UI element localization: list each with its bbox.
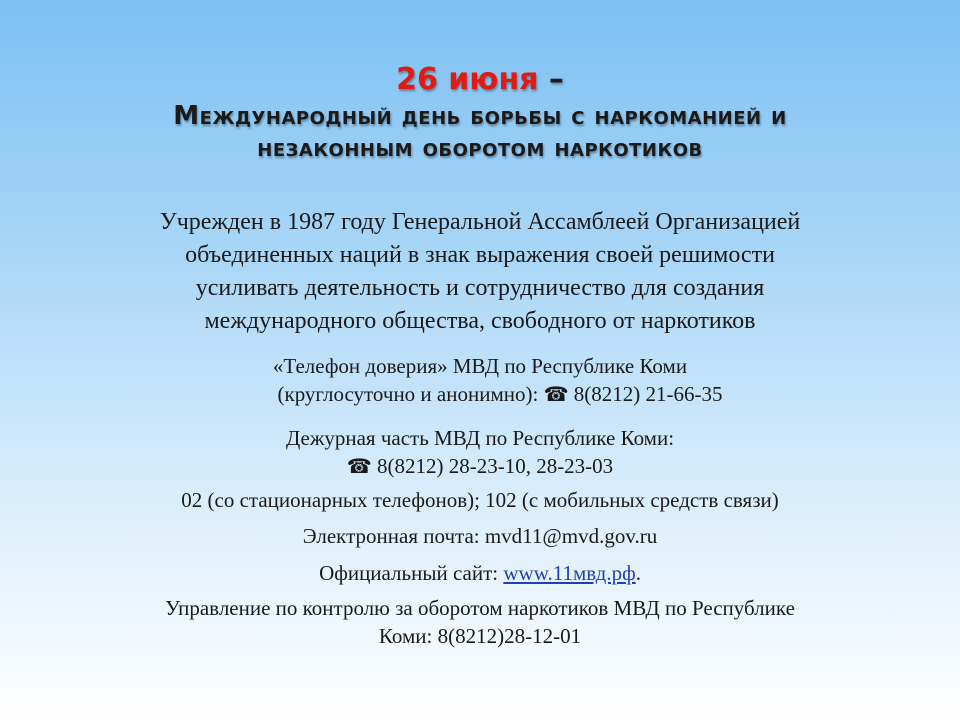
site-end: . <box>635 561 641 585</box>
intro-line-3: усиливать деятельность и сотрудничество для создания <box>195 275 765 301</box>
telephone-icon: ☎ <box>346 454 372 478</box>
site-link[interactable]: www.11мвд.рф <box>503 561 636 585</box>
title-date-line <box>0 60 960 100</box>
drug-dept-block <box>60 594 900 650</box>
intro-line-2: объединенных наций в знак выражения своей решимости <box>185 242 775 268</box>
hotline-block <box>60 352 900 408</box>
intro-line-4: международного общества, свободного от наркотиков <box>204 308 756 334</box>
site-label: Официальный сайт: <box>319 561 499 585</box>
drug-dept-line-1: Управление по контролю за оборотом наркотиков МВД по Республике <box>165 596 795 620</box>
site-line <box>60 559 900 587</box>
hotline-note: (круглосуточно и анонимно): <box>277 382 539 406</box>
emergency-line: 02 (со стационарных телефонов); 102 (с мобильных средств связи) <box>181 488 779 512</box>
hotline-title: «Телефон доверия» МВД по Республике Коми <box>272 354 688 378</box>
duty-phone: 8(8212) 28-23-10, 28-23-03 <box>376 454 614 478</box>
title-line-1: Международный день борьбы с наркоманией и <box>173 101 787 131</box>
duty-block <box>60 424 900 480</box>
email-line: Электронная почта: mvd11@mvd.gov.ru <box>302 524 658 548</box>
duty-details <box>60 452 900 480</box>
slide-title <box>0 60 960 164</box>
hotline-details <box>60 380 900 408</box>
telephone-icon: ☎ <box>543 382 569 406</box>
title-date: 26 июня <box>396 62 539 97</box>
intro-line-1: Учрежден в 1987 году Генеральной Ассамблеей Организацией <box>159 209 801 235</box>
intro-paragraph <box>60 206 900 338</box>
duty-title: Дежурная часть МВД по Республике Коми: <box>285 426 675 450</box>
drug-dept-line-2: Коми: 8(8212)28-12-01 <box>378 624 582 648</box>
hotline-phone: 8(8212) 21-66-35 <box>573 382 723 406</box>
title-line-2: незаконным оборотом наркотиков <box>257 133 703 163</box>
title-dash: – <box>548 62 564 97</box>
